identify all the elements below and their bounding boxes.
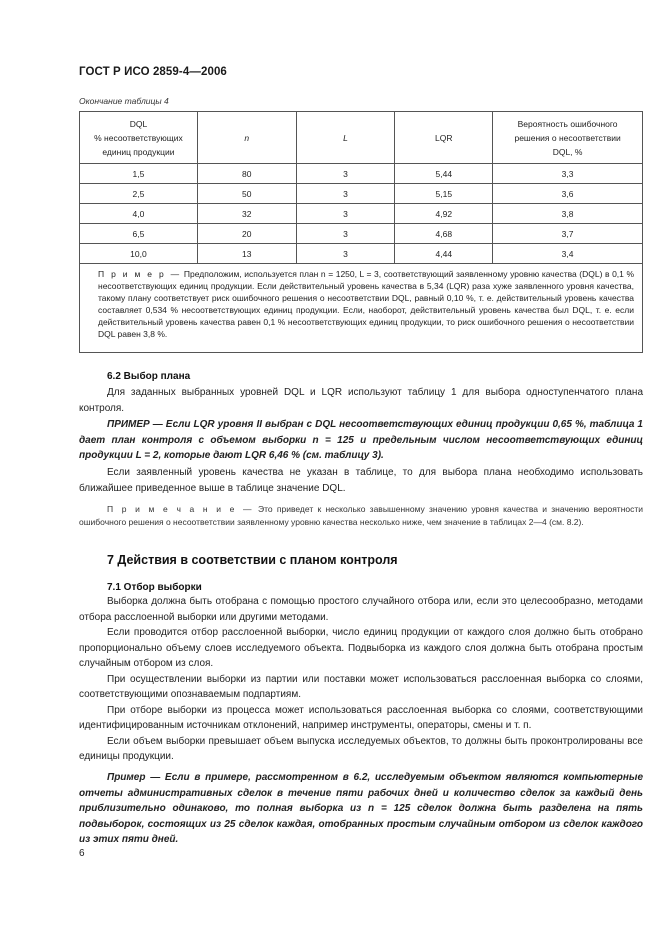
header-line: DQL, % (552, 146, 583, 157)
standard-designation: ГОСТ Р ИСО 2859-4—2006 (79, 66, 227, 78)
section-7-1-example (79, 770, 643, 848)
paragraph: Для заданных выбранных уровней DQL и LQR используют таблицу 1 для выбора одноступенчатого плана контроля. (79, 387, 643, 414)
header-lqr (395, 112, 493, 164)
table-note (80, 264, 643, 353)
table-cell: 6,5 (80, 224, 198, 244)
section-6-2-paragraph-2 (79, 465, 643, 496)
header-line: единиц продукции (102, 147, 175, 157)
table-cell: 4,44 (395, 244, 493, 264)
table-cell: 3 (296, 184, 395, 204)
paragraph: Выборка должна быть отобрана с помощью простого случайного отбора или, если это целесообразно, методами отбора расслоенной выборки или другими методами. (79, 596, 643, 623)
note-lead: П р и м е ч а н и е — (107, 504, 254, 514)
table-row (80, 184, 643, 204)
table-cell: 5,44 (395, 164, 493, 184)
table-cell: 4,68 (395, 224, 493, 244)
table-cell: 3,4 (493, 244, 643, 264)
table-caption: Окончание таблицы 4 (79, 96, 169, 106)
example-text: Пример — Если в примере, рассмотренном в 6.2, исследуемым объектом являются компьютерные отчеты административных сделок в течение пяти рабочих дней и количество сделок за каждый день приблизительно одинаково, то полная выборка из n = 125 сделок должна быть разделена на пять подвыборок, состоящих из 25 сделок каждая, отобранных простым случайным отбором из сделок каждого из этих пяти дней. (79, 772, 643, 845)
paragraph: Если заявленный уровень качества не указан в таблице, то для выбора плана необходимо использовать ближайшее приведенное выше в таблице значение DQL. (79, 467, 643, 494)
table-row (80, 244, 643, 264)
header-line: решения о несоответствии (514, 132, 621, 143)
table-cell: 3,7 (493, 224, 643, 244)
section-7-heading: 7 Действия в соответствии с планом контроля (107, 553, 398, 567)
section-7-1-heading: 7.1 Отбор выборки (107, 582, 202, 593)
section-6-2-paragraph (79, 385, 643, 416)
table-cell: 3 (296, 204, 395, 224)
table-header-row (80, 112, 643, 164)
table-row (80, 164, 643, 184)
section-6-2-heading: 6.2 Выбор плана (107, 371, 191, 382)
note-text: Это приведет к несколько завышенному значению уровня качества и значению вероятности ошибочного решения о несоответствии заявленному уровню качества несколько ниже, чем значение в таблицах 2—4 (см. 8.2). (79, 504, 644, 527)
table-4-end (79, 111, 643, 353)
section-6-2-note (79, 503, 643, 529)
paragraph: Если объем выборки превышает объем выпуска исследуемых объектов, то должны быть проконтролированы все единицы продукции. (79, 735, 643, 762)
table-cell: 50 (197, 184, 296, 204)
header-line: % несоответствующих (94, 133, 183, 143)
header-line: Вероятность ошибочного (517, 118, 618, 129)
paragraph: При отборе выборки из процесса может использоваться расслоенная выборка со слоями, соответствующими идентифицированным источникам отклонений, например инструменты, операторы, смены и т. п. (79, 704, 643, 731)
header-l (296, 112, 395, 164)
table-cell: 3,3 (493, 164, 643, 184)
note-lead: П р и м е р — (98, 269, 182, 279)
header-n (197, 112, 296, 164)
table-cell: 2,5 (80, 184, 198, 204)
paragraph: Если проводится отбор расслоенной выборки, число единиц продукции от каждого слоя должно быть отобрано пропорционально объему слоев исследуемого объекта. Подвыборка из каждого слоя должна быть отобрана простым случайным отбором из слоя. (79, 627, 643, 669)
page-number: 6 (79, 848, 85, 859)
table-cell: 3 (296, 164, 395, 184)
table-cell: 32 (197, 204, 296, 224)
table-cell: 3,8 (493, 204, 643, 224)
table-row (80, 204, 643, 224)
table-cell: 10,0 (80, 244, 198, 264)
table-cell: 80 (197, 164, 296, 184)
table-cell: 3 (296, 244, 395, 264)
header-probability (493, 112, 643, 164)
paragraph: При осуществлении выборки из партии или поставки может использоваться расслоенная выборка со слоями, соответствующими опознаваемым подпартиям. (79, 673, 643, 700)
header-line: L (343, 132, 348, 143)
header-line: LQR (435, 132, 453, 143)
header-line: DQL (129, 119, 148, 129)
section-7-1-body (79, 594, 643, 765)
table-cell: 3,6 (493, 184, 643, 204)
table-cell: 3 (296, 224, 395, 244)
table-cell: 20 (197, 224, 296, 244)
note-text: Предположим, используется план n = 1250, L = 3, соответствующий заявленному уровню качества (DQL) в 0,1 % несоответствующих единиц продукции. Если действительный уровень качества в 5,34 (LQR) раза хуже заявленного уровня качества, такому плану соответствует риск ошибочного решения о несоответствии DQL, равный 0,10 %, т. е. действительный уровень качества составляет 0,534 % несоответствующих единиц продукции. Если, наоборот, действительный уровень качества был DQL, т. е. если действительный уровень качества равен 0,1 % несоответствующих единиц продукции, то риск ошибочного решения о несоответствии DQL равен 3,8 %. (98, 269, 634, 339)
table-cell: 4,0 (80, 204, 198, 224)
section-6-2-example (79, 417, 643, 464)
table-note-row (80, 264, 643, 353)
table-row (80, 224, 643, 244)
table-cell: 13 (197, 244, 296, 264)
header-line: n (244, 132, 250, 143)
table-cell: 1,5 (80, 164, 198, 184)
table-cell: 5,15 (395, 184, 493, 204)
example-text: ПРИМЕР — Если LQR уровня II выбран с DQL несоответствующих единиц продукции 0,65 %, таблица 1 дает план контроля с объемом выборки n = 125 и предельным числом несоответствующих единиц продукции L = 2, которые дают LQR 6,46 % (см. таблицу 3). (79, 419, 643, 461)
header-dql (80, 112, 198, 164)
table-cell: 4,92 (395, 204, 493, 224)
